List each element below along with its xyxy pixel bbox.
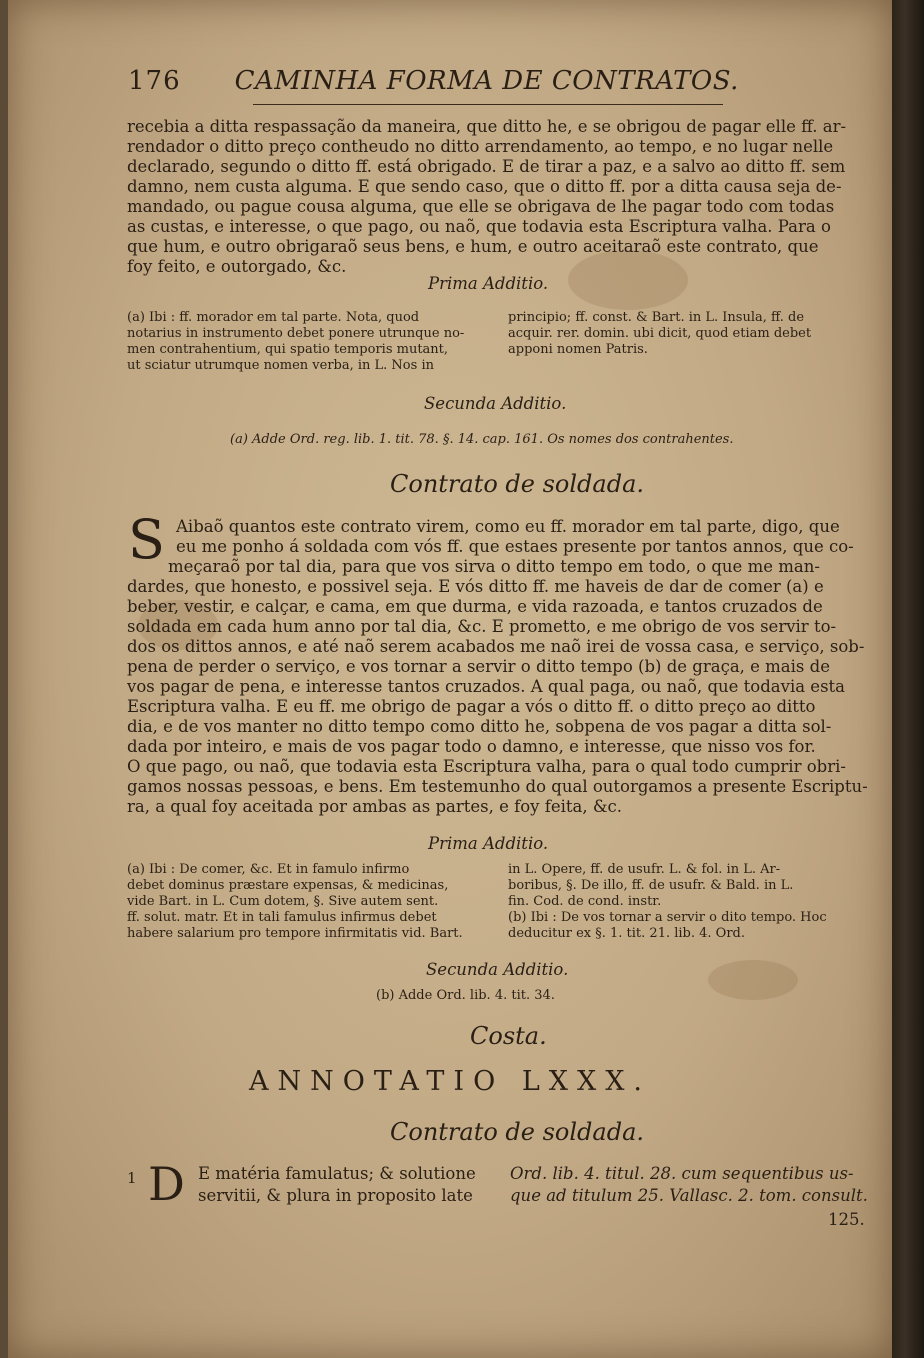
text-line: as custas, e interesse, o que pago, ou naõ, que todavia esta Escriptura valha. Para o [127,217,831,236]
page-number: 176 [128,66,181,96]
note-line: (b) Ibi : De vos tornar a servir o dito tempo. Hoc [508,910,827,925]
note-line: in L. Opere, ff. de usufr. L. & fol. in L. Ar- [508,862,781,877]
section-title: Contrato de soldada. [390,1118,645,1146]
text-line: foy feito, e outorgado, &c. [127,257,347,276]
running-head [128,66,739,96]
note-line: (b) Adde Ord. lib. 4. tit. 34. [376,988,555,1003]
text-line: recebia a ditta respassação da maneira, que ditto he, e se obrigou de pagar elle ff. ar- [127,117,847,136]
addition-heading: Prima Additio. [428,274,549,293]
text-line: Escriptura valha. E eu ff. me obrigo de pagar a vós o ditto ff. o ditto preço ao ditto [127,697,816,716]
note-line: men contrahentium, qui spatio temporis mutant, [127,342,449,357]
running-title: CAMINHA FORMA DE CONTRATOS. [234,66,739,96]
marginal-marker: 1 [127,1169,137,1187]
note-line: notarius in instrumento debet ponere utrunque no- [127,326,465,341]
text-line: O que pago, ou naõ, que todavia esta Escriptura valha, para o qual todo cumprir obri- [127,757,846,776]
text-line: damno, nem custa alguma. E que sendo caso, que o ditto ff. por a ditta causa seja de- [127,177,842,196]
text-line: ra, a qual foy aceitada por ambas as partes, e foy feita, &c. [127,797,622,816]
note-line: acquir. rer. domin. ubi dicit, quod etiam debet [508,326,812,341]
text-line: gamos nossas pessoas, e bens. Em testemunho do qual outorgamos a presente Escriptu- [127,777,868,796]
text-line: dia, e de vos manter no ditto tempo como ditto he, sobpena de vos pagar a ditta sol- [127,717,832,736]
section-title: Contrato de soldada. [390,470,645,498]
note-line: principio; ff. const. & Bart. in L. Insula, ff. de [508,310,805,325]
text-line: Ord. lib. 4. titul. 28. cum sequentibus us- [510,1164,854,1183]
note-line: ff. solut. matr. Et in tali famulus infirmus debet [127,910,437,925]
note-line: debet dominus præstare expensas, & medicinas, [127,878,449,893]
note-line: vide Bart. in L. Cum dotem, §. Sive autem sent. [127,894,439,909]
header-rule [253,104,723,105]
note-line: fin. Cod. de cond. instr. [508,894,662,909]
note-line: ut sciatur utrumque nomen verba, in L. Nos in [127,358,434,373]
addition-heading: Secunda Additio. [426,960,569,979]
section-title: Costa. [470,1022,547,1050]
text-line: que ad titulum 25. Vallasc. 2. tom. consult. [510,1186,868,1205]
text-line: Aibaõ quantos este contrato virem, como eu ff. morador em tal parte, digo, que [176,517,840,536]
note-line: apponi nomen Patris. [508,342,648,357]
book-binding-edge [892,0,924,1358]
text-line: dos os dittos annos, e até naõ serem acabados me naõ irei de vossa casa, e serviço, sob- [127,637,865,656]
text-line: declarado, segundo o ditto ff. está obrigado. E de tirar a paz, e a salvo ao ditto ff. sem [127,157,846,176]
text-line: servitii, & plura in proposito late [198,1186,473,1205]
text-line: dardes, que honesto, e possivel seja. E vós ditto ff. me haveis de dar de comer (a) e [127,577,824,596]
text-line: vos pagar de pena, e interesse tantos cruzados. A qual paga, ou naõ, que todavia esta [127,677,845,696]
text-line: E matéria famulatus; & solutione [198,1164,476,1183]
note-line: (a) Adde Ord. reg. lib. 1. tit. 78. §. 14. cap. 161. Os nomes dos contrahentes. [230,432,734,447]
addition-heading: Prima Additio. [428,834,549,853]
note-line: (a) Ibi : De comer, &c. Et in famulo infirmo [127,862,410,877]
text-line: eu me ponho á soldada com vós ff. que estaes presente por tantos annos, que co- [176,537,854,556]
text-line: mandado, ou pague cousa alguma, que elle se obrigava de lhe pagar todo com todas [127,197,835,216]
annotation-title: ANNOTATIO LXXX. [248,1066,651,1097]
paper-stain [568,250,688,310]
book-page [8,0,892,1358]
note-line: habere salarium pro tempore infirmitatis vid. Bart. [127,926,463,941]
text-line: pena de perder o serviço, e vos tornar a servir o ditto tempo (b) de graça, e mais de [127,657,830,676]
catchword: 125. [828,1210,865,1229]
note-line: (a) Ibi : ff. morador em tal parte. Nota, quod [127,310,420,325]
text-line: rendador o ditto preço contheudo no ditto arrendamento, ao tempo, e no lugar nelle [127,137,834,156]
text-line: dada por inteiro, e mais de vos pagar todo o damno, e interesse, que nisso vos for. [127,737,816,756]
text-line: que hum, e outro obrigaraõ seus bens, e hum, e outro aceitaraõ este contrato, que [127,237,819,256]
drop-cap: S [128,508,165,571]
text-line: beber, vestir, e calçar, e cama, em que durma, e vida razoada, e tantos cruzados de [127,597,823,616]
addition-heading: Secunda Additio. [424,394,567,413]
paper-stain [708,960,798,1000]
text-line: soldada em cada hum anno por tal dia, &c. E prometto, e me obrigo de vos servir to- [127,617,837,636]
drop-cap: D [148,1157,185,1211]
text-line: meçaraõ por tal dia, para que vos sirva o ditto tempo em todo, o que me man- [168,557,820,576]
note-line: deducitur ex §. 1. tit. 21. lib. 4. Ord. [508,926,745,941]
note-line: boribus, §. De illo, ff. de usufr. & Bald. in L. [508,878,794,893]
